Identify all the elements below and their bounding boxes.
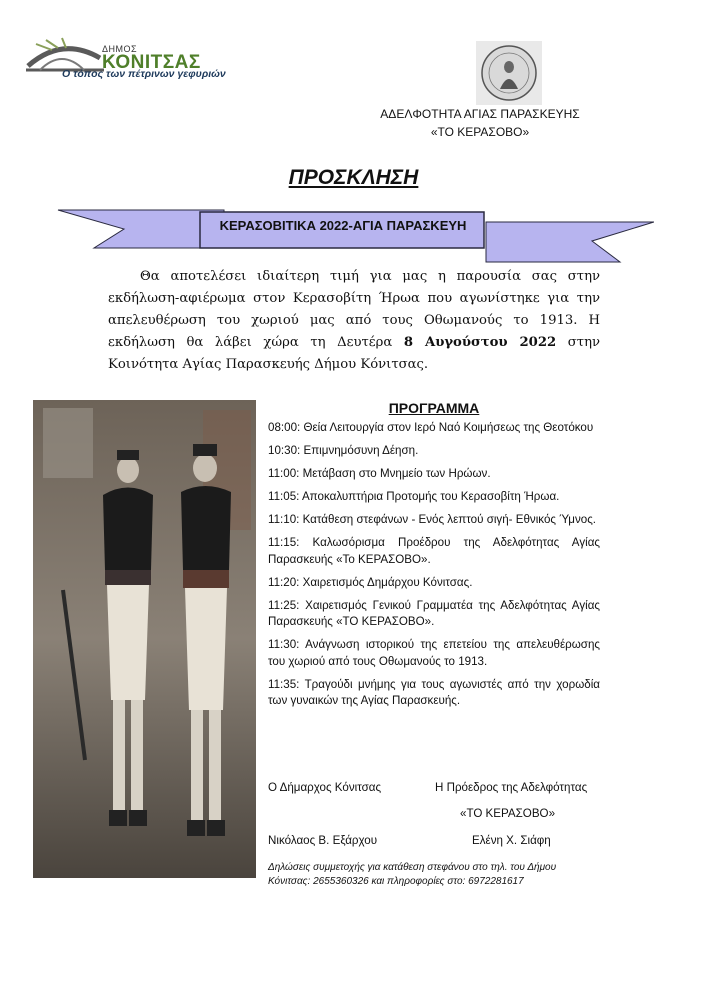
- event-banner: [54, 203, 654, 263]
- mayor-title: Ο Δήμαρχος Κόνιτσας: [268, 781, 382, 794]
- association-seal: [476, 41, 542, 105]
- president-title: Η Πρόεδρος της Αδελφότητας: [435, 781, 588, 794]
- event-date: 8 Αυγούστου 2022: [403, 335, 557, 350]
- program-item: 11:10: Κατάθεση στεφάνων - Ενός λεπτού σιγή- Εθνικός Ύμνος.: [268, 513, 597, 526]
- historic-photo: [33, 400, 256, 878]
- program-item: 11:20: Χαιρετισμός Δημάρχου Κόνιτσας.: [268, 575, 473, 589]
- photo-image: [33, 400, 256, 878]
- program-title: ΠΡΟΓΡΑΜΜΑ: [388, 400, 480, 416]
- program-item: 11:00: Μετάβαση στο Μνημείο των Ηρώων.: [268, 467, 491, 480]
- ribbon-shape: [54, 203, 654, 263]
- logo-main-text: ΚΟΝΙΤΣΑΣ: [102, 52, 201, 73]
- seal-icon: [476, 41, 542, 105]
- organization-subtitle: «ΤΟ ΚΕΡΑΣΟΒΟ»: [430, 125, 530, 139]
- president-name: Ελένη Χ. Σιάφη: [472, 834, 551, 847]
- mayor-name: Νικόλαος Β. Εξάρχου: [268, 834, 378, 847]
- contact-note: Δηλώσεις συμμετοχής για κατάθεση στεφάνου στο τηλ. του Δήμου Κόνιτσας: 2655360326 και πληροφορίες στο: 6972281617: [268, 862, 557, 887]
- program-item: 11:30: Ανάγνωση ιστορικού της επετείου της απελευθέρωσης του χωριού από τους Οθωμανούς το 1913.: [268, 638, 600, 668]
- intro-paragraph: [108, 266, 600, 376]
- program-item: 11:15: Καλωσόρισμα Προέδρου της Αδελφότητας Αγίας Παρασκευής «Το ΚΕΡΑΣΟΒΟ».: [268, 536, 600, 566]
- logo-tagline: Ο τόπος των πέτρινων γεφυριών: [62, 68, 226, 80]
- page-title: ΠΡΟΣΚΛΗΣΗ: [288, 166, 419, 189]
- intro-text-1: Θα αποτελέσει ιδιαίτερη τιμή για μας η παρουσία σας στην εκδήλωση-αφιέρωμα στον Κερασοβίτη Ήρωα που αγωνίστηκε για την απελευθέρωση του χωριού μας από τους Οθωμανούς το 1913. Η εκδήλωση θα λάβει χώρα τη Δευτέρα: [108, 269, 600, 350]
- program-item: 11:35: Τραγούδι μνήμης για τους αγωνιστές από την χορωδία των γυναικών της Αγίας Παρασκευής.: [268, 677, 600, 707]
- organization-name: ΑΔΕΛΦΟΤΗΤΑ ΑΓΙΑΣ ΠΑΡΑΣΚΕΥΗΣ: [380, 107, 580, 121]
- logo-small-text: ΔΗΜΟΣ: [102, 44, 138, 54]
- program-item: 08:00: Θεία Λειτουργία στον Ιερό Ναό Κοιμήσεως της Θεοτόκου: [268, 421, 594, 434]
- intro-text-2: στην Κοινότητα Αγίας Παρασκευής Δήμου Κόνιτσας.: [108, 335, 600, 372]
- program-list: [268, 420, 600, 716]
- program-item: 11:05: Αποκαλυπτήρια Προτομής του Κερασοβίτη Ήρωα.: [268, 490, 560, 503]
- president-organization: «ΤΟ ΚΕΡΑΣΟΒΟ»: [460, 807, 556, 820]
- program-item: 10:30: Επιμνημόσυνη Δέηση.: [268, 444, 419, 457]
- banner-title: ΚΕΡΑΣΟΒΙΤΙΚΑ 2022-ΑΓΙΑ ΠΑΡΑΣΚΕΥΗ: [219, 218, 467, 233]
- program-item: 11:25: Χαιρετισμός Γενικού Γραμματέα της Αδελφότητας Αγίας Παρασκευής «ΤΟ ΚΕΡΑΣΟΒΟ».: [268, 598, 600, 628]
